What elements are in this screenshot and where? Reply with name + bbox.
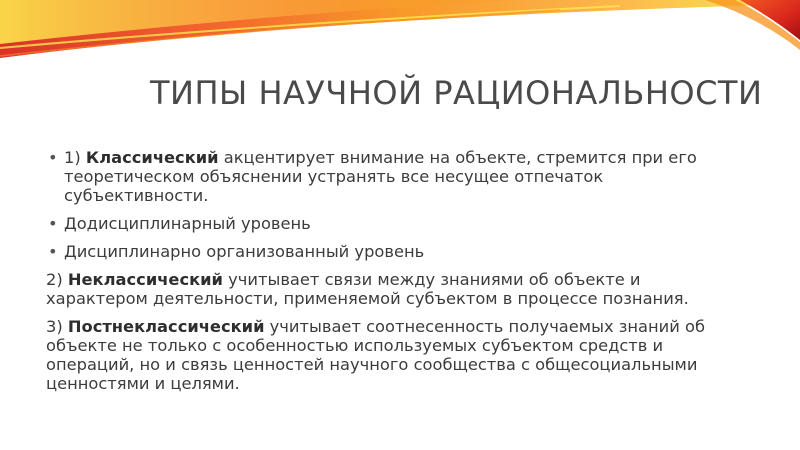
item-term: Неклассический xyxy=(67,270,223,289)
slide-title: ТИПЫ НАУЧНОЙ РАЦИОНАЛЬНОСТИ xyxy=(150,74,763,112)
item-term: Постнеклассический xyxy=(67,317,265,336)
item-text: учитывает связи между знаниями об объекте и характером деятельности, применяемой субъектом в процессе познания. xyxy=(46,270,689,308)
item-text: учитывает соотнесенность получаемых знаний об объекте не только с особенностью используемых субъектом средств и операций, но и связь ценностей научного сообщества с общесоциальными ценностями и целями. xyxy=(46,317,706,393)
item-text: Дисциплинарно организованный уровень xyxy=(64,242,425,261)
item-term: Классический xyxy=(85,148,219,167)
item-prefix: 1) xyxy=(64,148,86,167)
list-item-postnonclassical xyxy=(46,317,746,393)
item-prefix: 3) xyxy=(46,317,68,336)
item-text: акцентирует внимание на объекте, стремится при его теоретическом объяснении устранять все несущее отпечаток субъективности. xyxy=(64,148,697,205)
list-item-nonclassical xyxy=(46,270,746,308)
decorative-ribbon-top xyxy=(0,0,800,80)
list-item-classical xyxy=(46,148,746,205)
item-prefix: 2) xyxy=(46,270,68,289)
item-text: Додисциплинарный уровень xyxy=(64,214,311,233)
list-item-disciplinary xyxy=(46,242,746,261)
slide-content xyxy=(46,148,746,402)
list-item-predisciplinary xyxy=(46,214,746,233)
